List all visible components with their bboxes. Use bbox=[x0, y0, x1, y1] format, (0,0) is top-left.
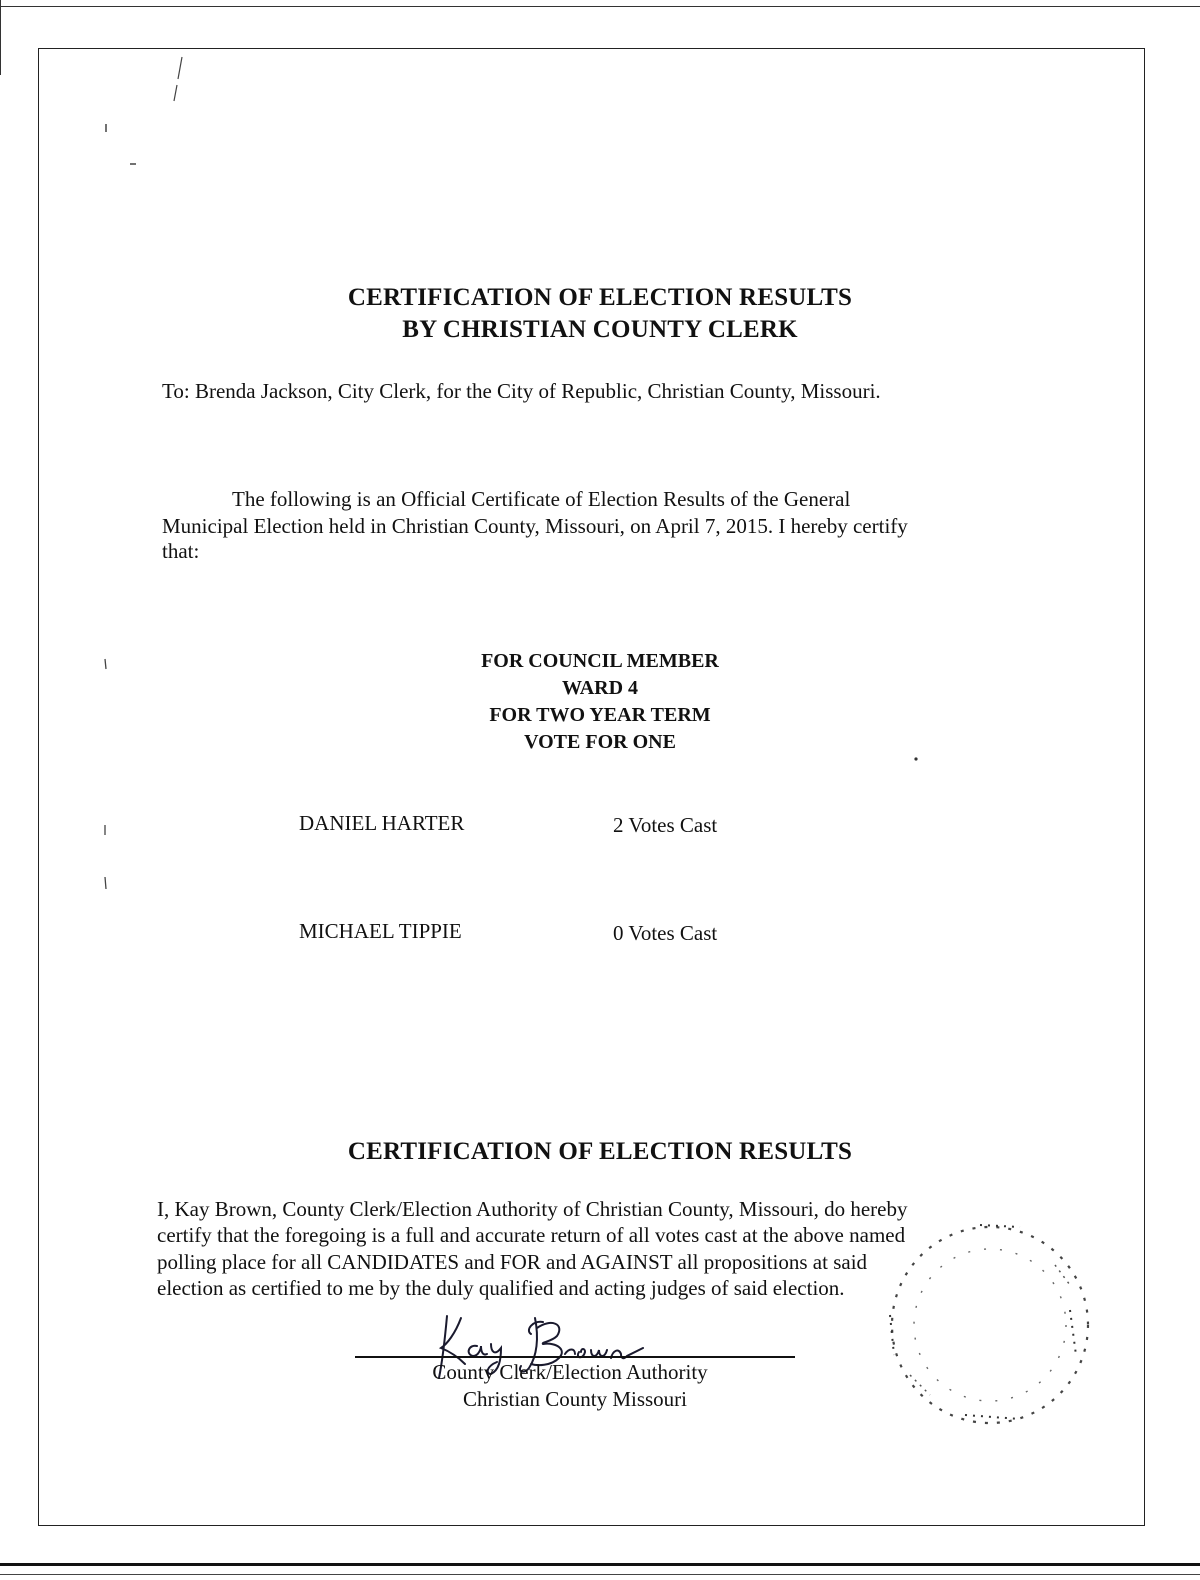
signature-line bbox=[355, 1356, 795, 1358]
candidate-name: MICHAEL TIPPIE bbox=[299, 919, 462, 943]
scan-edge-top bbox=[0, 6, 1200, 7]
certification-line-3: polling place for all CANDIDATES and FOR and AGAINST all propositions at said bbox=[157, 1250, 868, 1274]
document-title: CERTIFICATION OF ELECTION RESULTS bbox=[347, 284, 853, 311]
signer-organization: Christian County Missouri bbox=[462, 1387, 688, 1411]
candidate-votes: 0 Votes Cast bbox=[613, 921, 718, 945]
office-term: FOR TWO YEAR TERM bbox=[489, 704, 711, 726]
stray-mark bbox=[168, 55, 188, 105]
office-title: FOR COUNCIL MEMBER bbox=[481, 650, 719, 672]
scan-edge-bottom-thin bbox=[0, 1574, 1200, 1575]
intro-line-1: The following is an Official Certificate of Election Results of the General bbox=[232, 487, 851, 511]
certification-line-1: I, Kay Brown, County Clerk/Election Authority of Christian County, Missouri, do hereby bbox=[157, 1197, 908, 1221]
certification-line-2: certify that the foregoing is a full and accurate return of all votes cast at the above named bbox=[157, 1223, 906, 1247]
certification-heading: CERTIFICATION OF ELECTION RESULTS bbox=[347, 1138, 853, 1165]
office-ward: WARD 4 bbox=[561, 677, 639, 699]
county-seal-emboss bbox=[870, 1205, 1100, 1445]
scan-edge-left bbox=[0, 0, 1, 75]
document-subtitle: BY CHRISTIAN COUNTY CLERK bbox=[402, 316, 798, 343]
candidate-votes: 2 Votes Cast bbox=[613, 813, 718, 837]
certification-line-4: election as certified to me by the duly qualified and acting judges of said election. bbox=[157, 1276, 845, 1300]
signer-title: County Clerk/Election Authority bbox=[432, 1360, 708, 1384]
scan-edge-bottom bbox=[0, 1563, 1200, 1566]
stray-dot bbox=[912, 755, 920, 763]
addressee: To: Brenda Jackson, City Clerk, for the City of Republic, Christian County, Missouri. bbox=[162, 379, 881, 403]
stray-mark bbox=[100, 120, 140, 180]
intro-line-3: that: bbox=[162, 539, 200, 563]
candidate-name: DANIEL HARTER bbox=[299, 811, 465, 835]
office-vote-instruction: VOTE FOR ONE bbox=[524, 731, 676, 753]
intro-line-2: Municipal Election held in Christian County, Missouri, on April 7, 2015. I hereby certify bbox=[162, 514, 908, 538]
